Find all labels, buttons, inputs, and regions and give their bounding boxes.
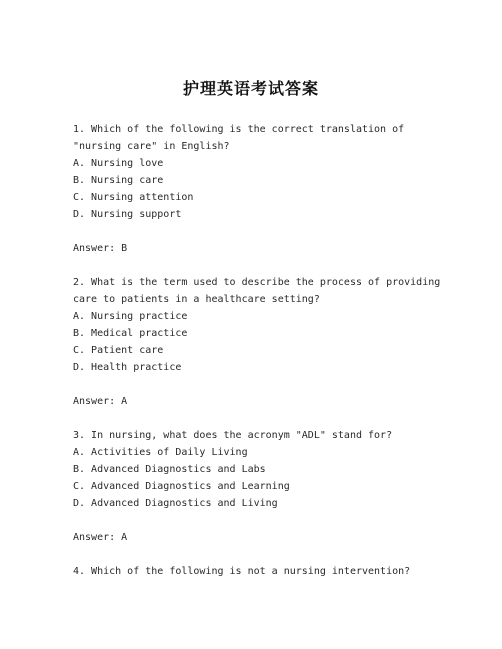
answer-option: C. Advanced Diagnostics and Learning: [73, 481, 290, 492]
spacer: [73, 257, 445, 274]
answer-key: Answer: A: [73, 396, 128, 407]
spacer: [73, 546, 445, 563]
answer-option: D. Advanced Diagnostics and Living: [73, 498, 278, 509]
answer-key: Answer: A: [73, 532, 128, 543]
document-body: [73, 121, 445, 580]
question-block: [73, 427, 445, 563]
answer-option: A. Nursing love: [73, 158, 164, 169]
answer-key: Answer: B: [73, 243, 128, 254]
question-text: 2. What is the term used to describe the process of providing: [73, 277, 441, 288]
question-block: [73, 274, 445, 427]
question-text: 3. In nursing, what does the acronym "ADL" stand for?: [73, 430, 393, 441]
spacer: [73, 512, 445, 529]
spacer: [73, 410, 445, 427]
answer-option: A. Nursing practice: [73, 311, 188, 322]
document-title: 护理英语考试答案: [182, 79, 319, 98]
answer-option: C. Patient care: [73, 345, 164, 356]
answer-option: B. Nursing care: [73, 175, 164, 186]
question-block: [73, 563, 445, 580]
question-block: [73, 121, 445, 274]
answer-option: C. Nursing attention: [73, 192, 194, 203]
answer-option: D. Health practice: [73, 362, 182, 373]
answer-option: A. Activities of Daily Living: [73, 447, 248, 458]
question-text: "nursing care" in English?: [73, 141, 230, 152]
answer-option: B. Medical practice: [73, 328, 188, 339]
question-text: 1. Which of the following is the correct translation of: [73, 124, 405, 135]
spacer: [73, 223, 445, 240]
answer-option: D. Nursing support: [73, 209, 182, 220]
question-text: 4. Which of the following is not a nursing intervention?: [73, 566, 411, 577]
answer-option: B. Advanced Diagnostics and Labs: [73, 464, 266, 475]
spacer: [73, 376, 445, 393]
question-text: care to patients in a healthcare setting?: [73, 294, 320, 305]
